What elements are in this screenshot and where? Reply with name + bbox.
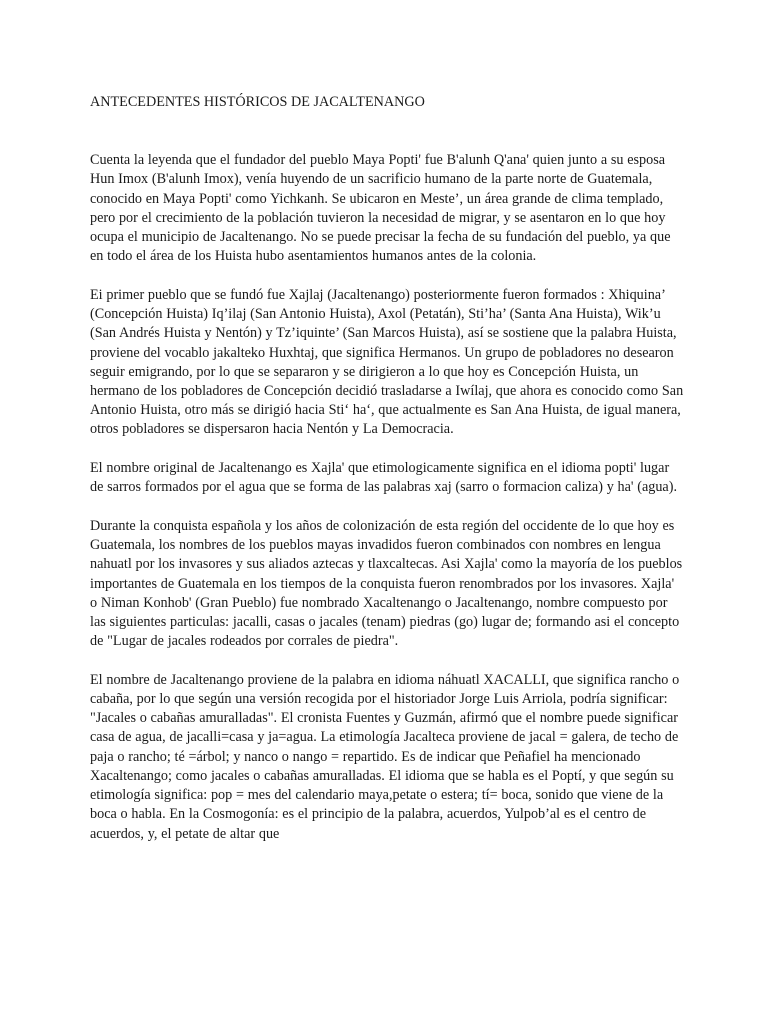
paragraph-conquest: Durante la conquista española y los años de colonización de esta región del occidente de lo que hoy es Guatemala, los nombres de los pueblos mayas invadidos fueron combinados con nombres en lengua nahuatl por los invasores y sus aliados aztecas y tlaxcaltecas. Asi Xajla' como la mayoría de los pueblos importantes de Guatemala en los tiempos de la conquista fueron renombrados por los invasores. Xajla' o Niman Konhob' (Gran Pueblo) fue nombrado Xacaltenango o Jacaltenango, nombre compuesto por las siguientes particulas: jacalli, casas o jacales (tenam) piedras (go) lugar de; formando asi el concepto de "Lugar de jacales rodeados por corrales de piedra". — [90, 517, 683, 650]
paragraph-legend: Cuenta la leyenda que el fundador del pueblo Maya Popti' fue B'alunh Q'ana' quien junto a su esposa Hun Imox (B'alunh Imox), venía huyendo de un sacrificio humano de la parte norte de Guatemala, conocido en Maya Popti' como Yichkanh. Se ubicaron en Meste’, un área grande de clima templado, pero por el crecimiento de la población tuvieron la necesidad de migrar, y se asentaron en lo que hoy ocupa el municipio de Jacaltenango. No se puede precisar la fecha de su fundación del pueblo, ya que en todo el área de los Huista hubo asentamientos humanos antes de la colonia. — [90, 152, 671, 265]
document-title: ANTECEDENTES HISTÓRICOS DE JACALTENANGO — [90, 94, 425, 110]
paragraph-etymology: El nombre de Jacaltenango proviene de la palabra en idioma náhuatl XACALLI, que significa rancho o cabaña, por lo que según una versión recogida por el historiador Jorge Luis Arriola, podría significar: "Jacales o cabañas amuralladas". El cronista Fuentes y Guzmán, afirmó que el nombre puede significar casa de agua, de jacalli=casa y ja=agua. La etimología Jacalteca proviene de jacal = galera, de techo de paja o rancho; té =árbol; y nanco o nango = repartido. Es de indicar que Peñafiel ha mencionado Xacaltenango; como jacales o cabañas amuralladas. El idioma que se habla es el Poptí, y que según su etimología significa: pop = mes del calendario maya,petate o estera; tí= boca, sonido que viene de la boca o habla. En la Cosmogonía: es el principio de la palabra, acuerdos, Yulpob’al es el centro de acuerdos, y, el petate de altar que — [90, 671, 680, 842]
document-page — [90, 93, 684, 863]
paragraph-original-name: El nombre original de Jacaltenango es Xajla' que etimologicamente significa en el idioma popti' lugar de sarros formados por el agua que se forma de las palabras xaj (sarro o formacion caliza) y ha' (agua). — [90, 460, 678, 496]
paragraph-first-towns: Ei primer pueblo que se fundó fue Xajlaj (Jacaltenango) posteriormente fueron formados : Xhiquina’ (Concepción Huista) Iq’ilaj (San Antonio Huista), Axol (Petatán), Sti’ha’ (Santa Ana Huista), Wik’u (San Andrés Huista y Nentón) y Tz’iquinte’ (San Marcos Huista), así se sostiene que la palabra Huista, proviene del vocablo jakalteko Huxhtaj, que significa Hermanos. Un grupo de pobladores no desearon seguir emigrando, por lo que se separaron y se dirigieron a lo que hoy es Concepción Huista, un hermano de los pobladores de Concepción decidió trasladarse a Iwílaj, que ahora es conocido como San Antonio Huista, otro más se dirigió hacia Sti‘ ha‘, que actualmente es San Ana Huista, de igual manera, otros pobladores se dispersaron hacia Nentón y La Democracia. — [90, 286, 684, 438]
